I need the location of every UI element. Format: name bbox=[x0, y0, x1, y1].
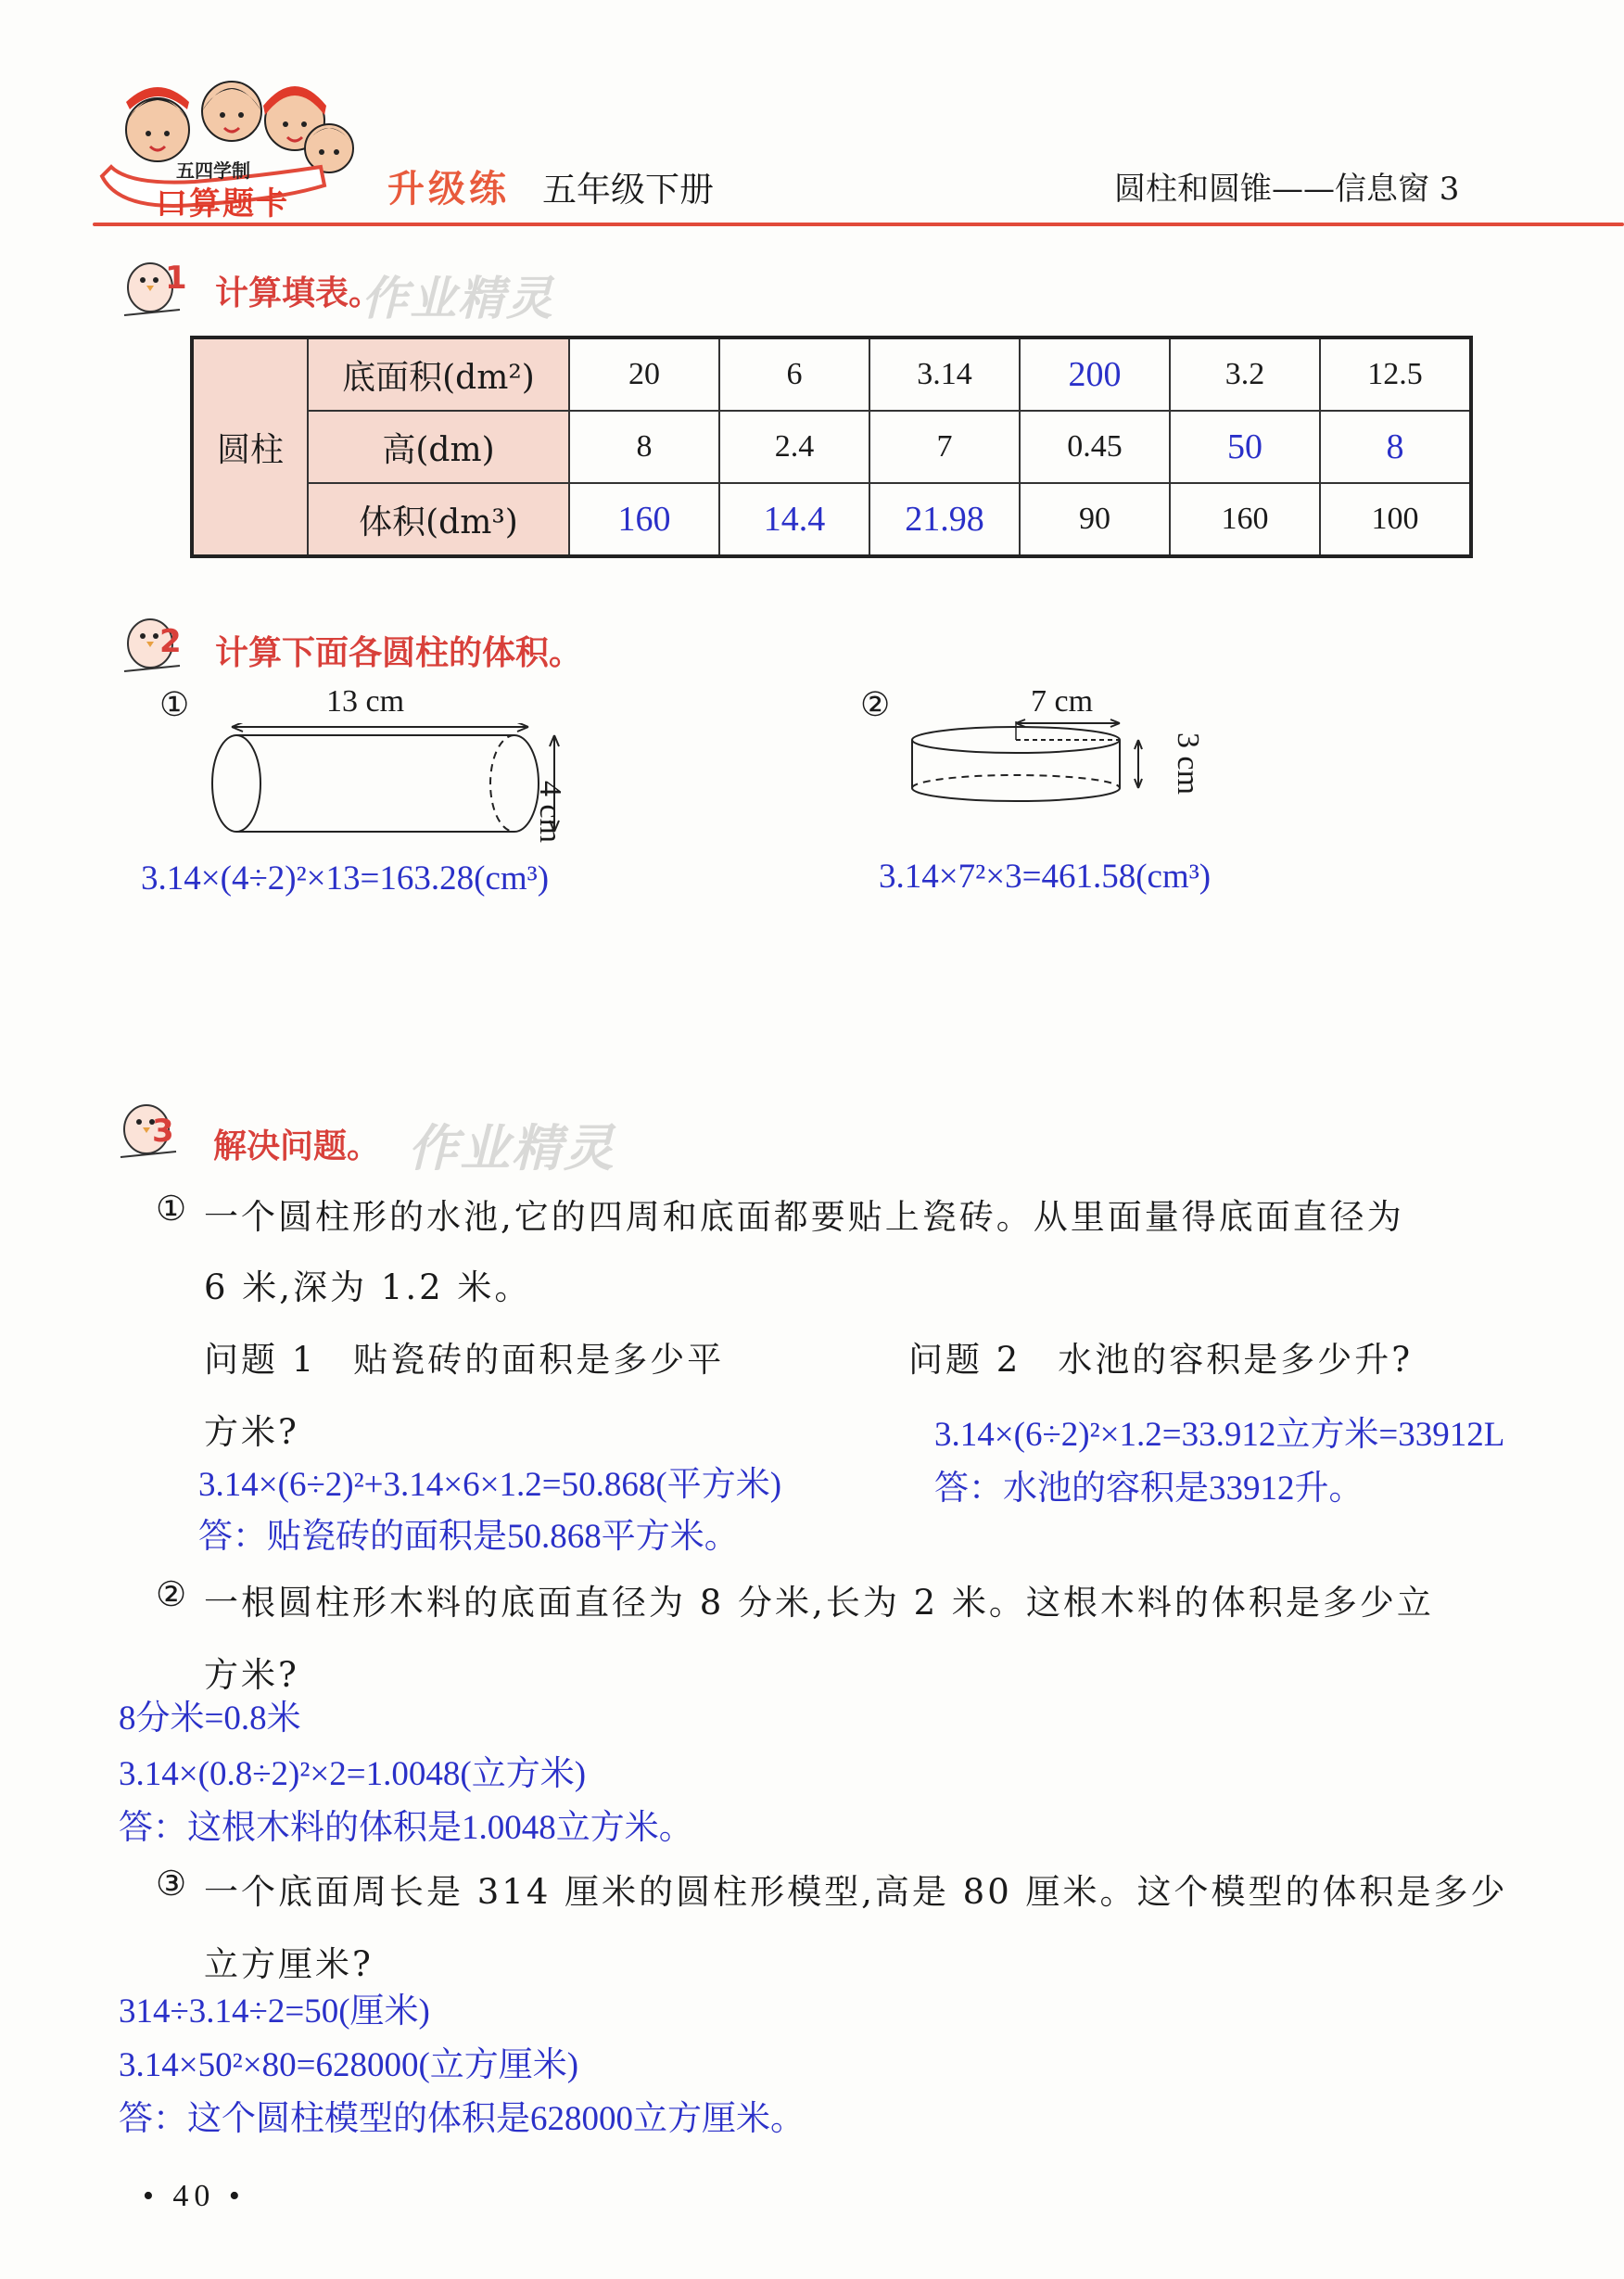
table-cell: 90 bbox=[1020, 483, 1170, 556]
section-1-number: 1 bbox=[165, 260, 187, 297]
table-row bbox=[192, 337, 1471, 411]
table-cell: 12.5 bbox=[1320, 337, 1471, 411]
table-cell: 3.2 bbox=[1170, 337, 1320, 411]
header-divider bbox=[93, 223, 1624, 226]
page-number: • 40 • bbox=[143, 2179, 246, 2213]
problem-1-question-1-line2: 方米? bbox=[204, 1412, 299, 1452]
watermark-1: 作业精灵 bbox=[362, 272, 554, 325]
table-cell: 20 bbox=[569, 337, 719, 411]
problem-3-mark: ③ bbox=[156, 1864, 190, 1903]
fill-table bbox=[190, 336, 1473, 558]
problem-1-answer-1-calc: 3.14×(6÷2)²+3.14×6×1.2=50.868(平方米) bbox=[198, 1466, 782, 1504]
problem-1-question-2: 问题 2 水池的容积是多少升? bbox=[908, 1340, 1414, 1380]
row-group-label: 圆柱 bbox=[192, 337, 308, 556]
grade-label: 五年级下册 bbox=[542, 170, 714, 210]
problem-2-answer-2: 3.14×(0.8÷2)²×2=1.0048(立方米) bbox=[119, 1755, 587, 1793]
table-cell-answer: 14.4 bbox=[719, 483, 869, 556]
table-cell-answer: 21.98 bbox=[869, 483, 1020, 556]
row-label: 高(dm) bbox=[308, 411, 569, 483]
figure-1-mark: ① bbox=[159, 686, 190, 724]
chapter-label: 圆柱和圆锥——信息窗 3 bbox=[1114, 171, 1460, 208]
table-cell: 8 bbox=[569, 411, 719, 483]
problem-1-answer-2-calc: 3.14×(6÷2)²×1.2=33.912立方米=33912L bbox=[934, 1416, 1505, 1454]
section-1-title: 计算填表。 bbox=[215, 274, 383, 312]
table-cell-answer: 8 bbox=[1320, 411, 1471, 483]
problem-1-mark: ① bbox=[156, 1189, 190, 1229]
problem-2-answer-3: 答：这根木料的体积是1.0048立方米。 bbox=[119, 1809, 693, 1847]
figure-1-diameter: 4 cm bbox=[533, 781, 567, 844]
problem-3-answer-3: 答：这个圆柱模型的体积是628000立方厘米。 bbox=[119, 2100, 805, 2138]
table-cell: 0.45 bbox=[1020, 411, 1170, 483]
section-2-number: 2 bbox=[159, 623, 182, 660]
table-cell-answer: 160 bbox=[569, 483, 719, 556]
figure-2-mark: ② bbox=[860, 686, 891, 724]
problem-3-answer-2: 3.14×50²×80=628000(立方厘米) bbox=[119, 2046, 579, 2084]
section-2-title: 计算下面各圆柱的体积。 bbox=[215, 634, 583, 672]
problem-2-mark: ② bbox=[156, 1574, 190, 1614]
problem-2-answer-1: 8分米=0.8米 bbox=[119, 1700, 301, 1738]
brand-small: 五四学制 bbox=[176, 159, 250, 182]
figure-1-answer: 3.14×(4÷2)²×13=163.28(cm³) bbox=[141, 859, 550, 898]
problem-1-answer-1-text: 答：贴瓷砖的面积是50.868平方米。 bbox=[198, 1518, 739, 1556]
figure-1-length: 13 cm bbox=[326, 684, 405, 719]
row-label: 体积(dm³) bbox=[308, 483, 569, 556]
table-row bbox=[192, 411, 1471, 483]
table-cell: 7 bbox=[869, 411, 1020, 483]
watermark-2: 作业精灵 bbox=[408, 1119, 615, 1178]
figure-2-answer: 3.14×7²×3=461.58(cm³) bbox=[879, 858, 1212, 896]
problem-1-line1: 一个圆柱形的水池,它的四周和底面都要贴上瓷砖。从里面量得底面直径为 bbox=[204, 1197, 1404, 1237]
table-cell: 6 bbox=[719, 337, 869, 411]
section-3-number: 3 bbox=[152, 1113, 174, 1150]
problem-2-line1: 一根圆柱形木料的底面直径为 8 分米,长为 2 米。这根木料的体积是多少立 bbox=[204, 1583, 1434, 1623]
brand-logo: 口算题卡 bbox=[156, 185, 289, 223]
row-label: 底面积(dm²) bbox=[308, 337, 569, 411]
problem-3-line1: 一个底面周长是 314 厘米的圆柱形模型,高是 80 厘米。这个模型的体积是多少 bbox=[204, 1872, 1508, 1912]
problem-3-answer-1: 314÷3.14÷2=50(厘米) bbox=[119, 1993, 430, 2031]
problem-1-question-1-line1: 问题 1 贴瓷砖的面积是多少平 bbox=[204, 1340, 725, 1380]
problem-3-line2: 立方厘米? bbox=[204, 1944, 374, 1984]
table-cell: 160 bbox=[1170, 483, 1320, 556]
table-cell: 3.14 bbox=[869, 337, 1020, 411]
problem-1-line2: 6 米,深为 1.2 米。 bbox=[204, 1267, 532, 1307]
problem-1-answer-2-text: 答：水池的容积是33912升。 bbox=[934, 1470, 1364, 1508]
table-cell-answer: 200 bbox=[1020, 337, 1170, 411]
table-cell-answer: 50 bbox=[1170, 411, 1320, 483]
cylinder-figure-2 bbox=[905, 714, 1183, 807]
series-label: 升级练 bbox=[387, 168, 510, 210]
table-row bbox=[192, 483, 1471, 556]
table-cell: 2.4 bbox=[719, 411, 869, 483]
problem-2-line2: 方米? bbox=[204, 1655, 299, 1695]
figure-2-radius: 7 cm bbox=[1031, 684, 1094, 719]
table-cell: 100 bbox=[1320, 483, 1471, 556]
section-3-title: 解决问题。 bbox=[213, 1127, 381, 1165]
figure-2-height: 3 cm bbox=[1171, 732, 1205, 796]
